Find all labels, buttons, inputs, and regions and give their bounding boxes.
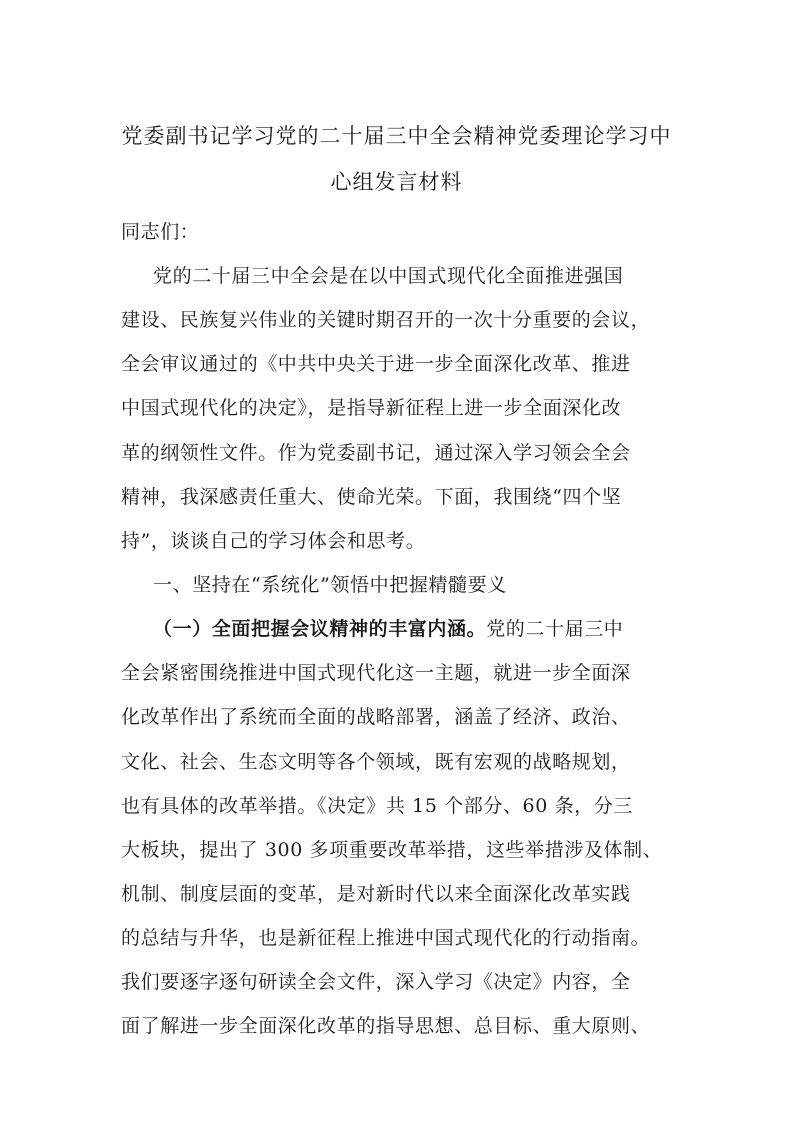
intro-line: 中国式现代化的决定》，是指导新征程上进一步全面深化改 [121,397,622,419]
body-line: 文化、社会、生态文明等各个领域，既有宏观的战略规划， [121,751,631,773]
subsection-first-line [153,616,623,642]
intro-line: 全会审议通过的《中共中央关于进一步全面深化改革、推进 [121,353,631,375]
document-title-line-2: 心组发言材料 [330,170,463,194]
body-line: 大板块，提出了 300 多项重要改革举措，这些举措涉及体制、 [121,839,663,861]
subsection-first-line-text: 党的二十届三中 [486,618,624,640]
body-line: 全会紧密围绕推进中国式现代化这一主题，就进一步全面深 [121,662,631,684]
body-line: 化改革作出了系统而全面的战略部署，涵盖了经济、政治、 [121,706,631,728]
intro-line: 党的二十届三中全会是在以中国式现代化全面推进强国 [153,265,624,287]
intro-line: 持”，谈谈自己的学习体会和思考。 [121,530,426,552]
intro-line: 革的纲领性文件。作为党委副书记，通过深入学习领会全会 [121,442,631,464]
body-line: 的总结与升华，也是新征程上推进中国式现代化的行动指南。 [121,927,651,949]
body-line: 面了解进一步全面深化改革的指导思想、总目标、重大原则、 [121,1015,651,1037]
body-line: 我们要逐字逐句研读全会文件，深入学习《决定》内容，全 [121,971,631,993]
intro-line: 精神，我深感责任重大、使命光荣。下面，我围绕“四个坚 [121,486,622,508]
body-line: 也有具体的改革举措。《决定》共 15 个部分、60 条，分三 [121,795,633,817]
document-title-line-1: 党委副书记学习党的二十届三中全会精神党委理论学习中 [121,124,672,148]
section-heading: 一、坚持在“系统化”领悟中把握精髓要义 [153,574,507,596]
salutation: 同志们： [121,221,200,243]
intro-line: 建设、民族复兴伟业的关键时期召开的一次十分重要的会议， [121,309,651,331]
subsection-heading: （一）全面把握会议精神的丰富内涵。 [153,618,487,640]
body-line: 机制、制度层面的变革，是对新时代以来全面深化改革实践 [121,883,631,905]
